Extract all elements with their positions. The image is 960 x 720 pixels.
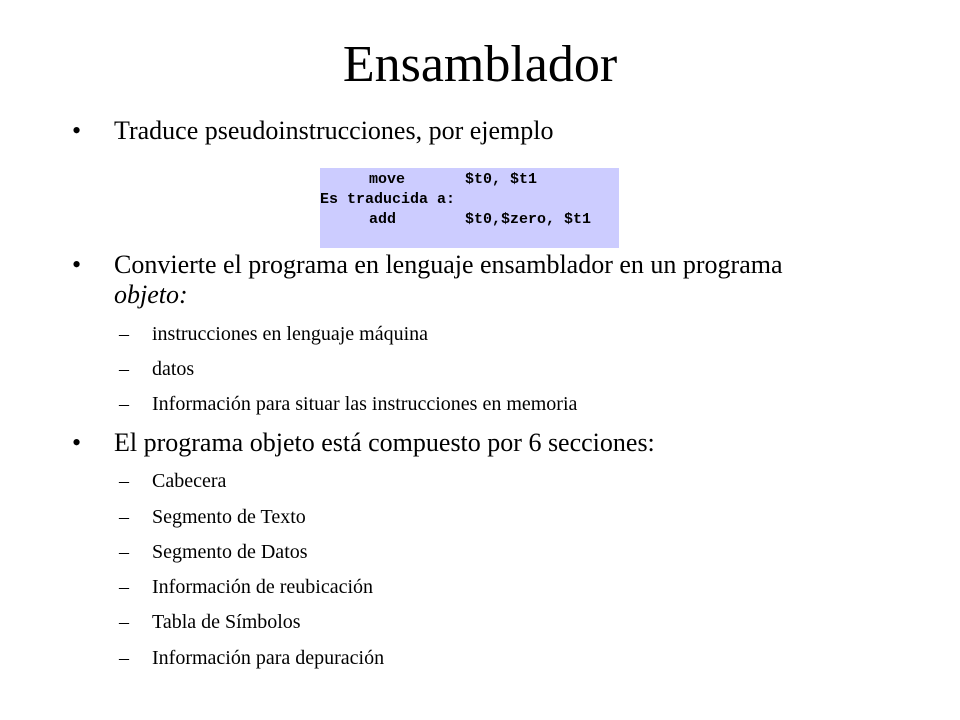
sub-item-text: Segmento de Texto	[152, 506, 306, 528]
dash-icon: –	[119, 358, 129, 380]
sub-item-text: Información para depuración	[152, 647, 385, 669]
bullet-text-italic: objeto:	[114, 280, 188, 309]
code-translation-label: Es traducida a:	[320, 191, 456, 208]
sub-item-text: Información para situar las instrucciones en memoria	[152, 393, 578, 415]
code-args-move: $t0, $t1	[465, 171, 538, 188]
dash-icon: –	[119, 506, 129, 528]
bullet-icon: •	[72, 250, 82, 279]
sub-item-text: Cabecera	[152, 470, 227, 492]
code-args-add: $t0,$zero, $t1	[465, 211, 592, 228]
bullet-text: El programa objeto está compuesto por 6 secciones:	[114, 428, 655, 457]
sub-item-text: datos	[152, 358, 195, 380]
dash-icon: –	[119, 647, 129, 669]
slide-title: Ensamblador	[342, 36, 618, 93]
bullet-icon: •	[72, 116, 82, 145]
sub-item-text: Información de reubicación	[152, 576, 374, 598]
dash-icon: –	[119, 576, 129, 598]
code-example-box	[320, 168, 619, 248]
dash-icon: –	[119, 323, 129, 345]
dash-icon: –	[119, 470, 129, 492]
sub-item-text: instrucciones en lenguaje máquina	[152, 323, 429, 345]
bullet-icon: •	[72, 428, 82, 457]
sub-item-text: Tabla de Símbolos	[152, 611, 301, 633]
code-op-add: add	[369, 211, 397, 228]
sub-item-text: Segmento de Datos	[152, 541, 308, 563]
dash-icon: –	[119, 541, 129, 563]
code-op-move: move	[369, 171, 406, 188]
bullet-text-main: Convierte el programa en lenguaje ensamblador en un programa	[114, 250, 783, 279]
dash-icon: –	[119, 611, 129, 633]
bullet-text: Traduce pseudoinstrucciones, por ejemplo	[114, 116, 554, 145]
dash-icon: –	[119, 393, 129, 415]
bullet-text	[114, 250, 814, 310]
